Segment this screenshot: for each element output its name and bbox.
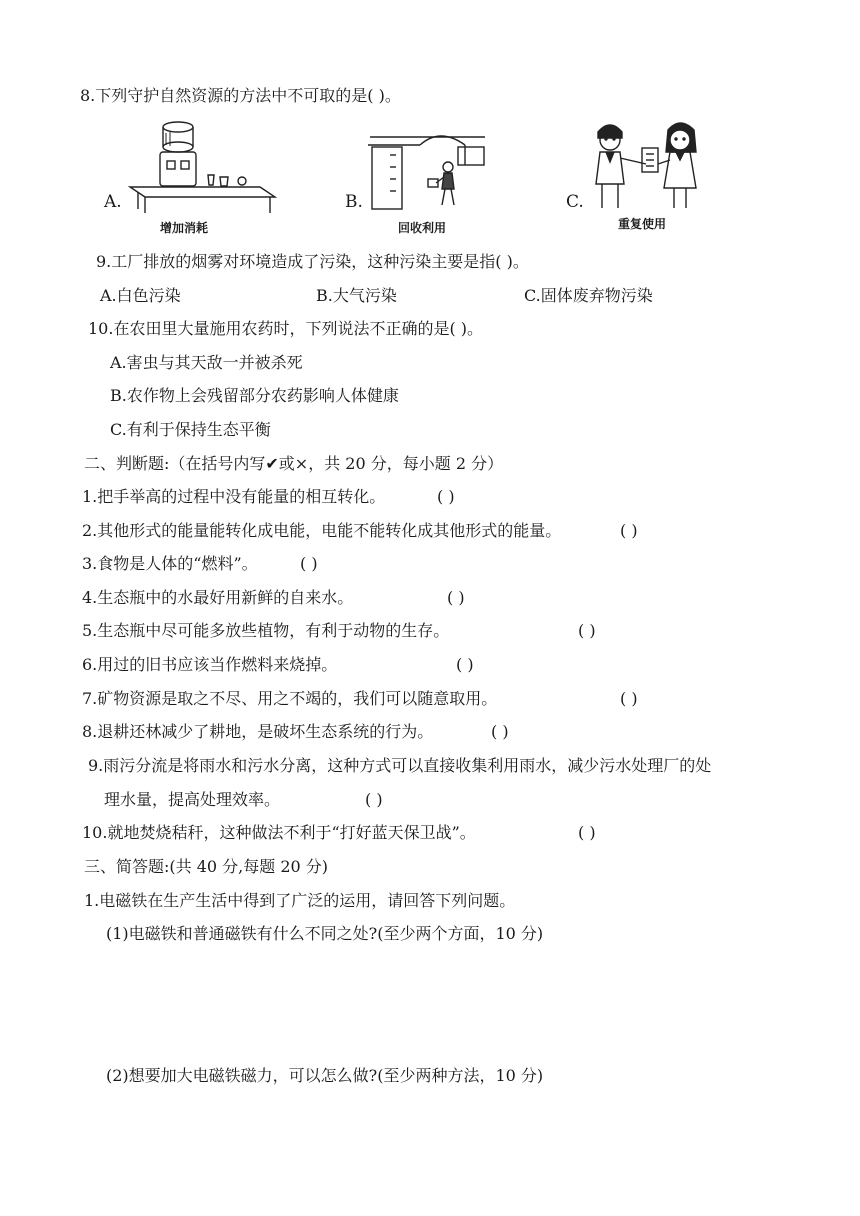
judge-item-10: [82, 823, 476, 843]
judge-item-text: 4.生态瓶中的水最好用新鲜的自来水。: [82, 588, 354, 607]
judge-item-text: 1.把手举高的过程中没有能量的相互转化。: [82, 487, 386, 506]
judge-item-text: 3.食物是人体的“燃料”。: [82, 554, 258, 573]
answer-blank-10[interactable]: ( ): [578, 823, 596, 842]
judge-item-text: 6.用过的旧书应该当作燃料来烧掉。: [82, 655, 338, 674]
option-b-letter: B.: [345, 192, 363, 212]
recycling-illustration: [360, 125, 490, 215]
figure-option-a: [100, 115, 300, 215]
answer-blank-8[interactable]: ( ): [491, 722, 509, 741]
answer-blank-6[interactable]: ( ): [456, 655, 474, 674]
short-answer-sub2: (2)想要加大电磁铁磁力，可以怎么做?(至少两种方法，10 分): [106, 1066, 544, 1085]
judge-item-7: [82, 689, 497, 709]
reuse-illustration: [580, 118, 710, 213]
answer-blank-9[interactable]: ( ): [365, 790, 383, 809]
answer-blank-4[interactable]: ( ): [447, 588, 465, 607]
q9-option-b: B.大气污染: [316, 286, 397, 305]
answer-blank-5[interactable]: ( ): [578, 621, 596, 640]
option-c-caption: 重复使用: [618, 217, 667, 231]
judge-item-2: [82, 521, 561, 541]
short-answer-q1: 1.电磁铁在生产生活中得到了广泛的运用，请回答下列问题。: [84, 891, 516, 910]
short-answer-sub1: (1)电磁铁和普通磁铁有什么不同之处?(至少两个方面，10 分): [106, 924, 544, 943]
answer-blank-2[interactable]: ( ): [620, 521, 638, 540]
judge-item-9-continued: [104, 790, 280, 810]
judge-item-text: 8.退耕还林减少了耕地，是破坏生态系统的行为。: [82, 722, 434, 741]
judge-item-text: 7.矿物资源是取之不尽、用之不竭的，我们可以随意取用。: [82, 689, 498, 708]
judge-item-4: [82, 588, 353, 608]
figure-option-b: [360, 125, 490, 215]
answer-blank-7[interactable]: ( ): [620, 689, 638, 708]
q10-stem: 10.在农田里大量施用农药时，下列说法不正确的是( )。: [88, 319, 484, 338]
q10-option-a: A.害虫与其天敌一并被杀死: [110, 353, 303, 372]
q10-option-c: C.有利于保持生态平衡: [110, 420, 271, 439]
q9-stem: 9.工厂排放的烟雾对环境造成了污染，这种污染主要是指( )。: [96, 252, 529, 271]
answer-area-2[interactable]: [106, 1092, 806, 1202]
q9-option-a: A.白色污染: [100, 286, 181, 305]
figure-option-c: [580, 118, 710, 213]
judge-item-text: 9.雨污分流是将雨水和污水分离，这种方式可以直接收集利用雨水，减少污水处理厂的处: [88, 756, 712, 775]
option-b-caption: 回收利用: [398, 221, 447, 235]
judge-item-3: [82, 554, 258, 574]
judge-item-text: 10.就地焚烧秸秆，这种做法不利于“打好蓝天保卫战”。: [82, 823, 476, 842]
q9-option-c: C.固体废弃物污染: [524, 286, 653, 305]
q10-option-b: B.农作物上会残留部分农药影响人体健康: [110, 386, 399, 405]
judge-item-8: [82, 722, 433, 742]
section3-heading: 三、简答题:(共 40 分,每题 20 分): [84, 857, 329, 876]
q8-stem: 8.下列守护自然资源的方法中不可取的是( )。: [80, 86, 401, 105]
judge-item-text: 理水量，提高处理效率。: [104, 790, 281, 809]
option-a-letter: A.: [104, 192, 122, 212]
judge-item-5: [82, 621, 449, 641]
judge-item-9: [88, 756, 711, 776]
answer-blank-1[interactable]: ( ): [437, 487, 455, 506]
section2-heading: 二、判断题:（在括号内写✔或×，共 20 分，每小题 2 分）: [84, 454, 504, 473]
option-c-letter: C.: [566, 192, 584, 212]
option-a-caption: 增加消耗: [160, 221, 209, 235]
judge-item-text: 2.其他形式的能量能转化成电能，电能不能转化成其他形式的能量。: [82, 521, 562, 540]
answer-blank-3[interactable]: ( ): [300, 554, 318, 573]
judge-item-1: [82, 487, 385, 507]
judge-item-6: [82, 655, 337, 675]
judge-item-text: 5.生态瓶中尽可能多放些植物，有利于动物的生存。: [82, 621, 450, 640]
answer-area-1[interactable]: [106, 950, 806, 1060]
water-dispenser-illustration: [100, 115, 300, 215]
